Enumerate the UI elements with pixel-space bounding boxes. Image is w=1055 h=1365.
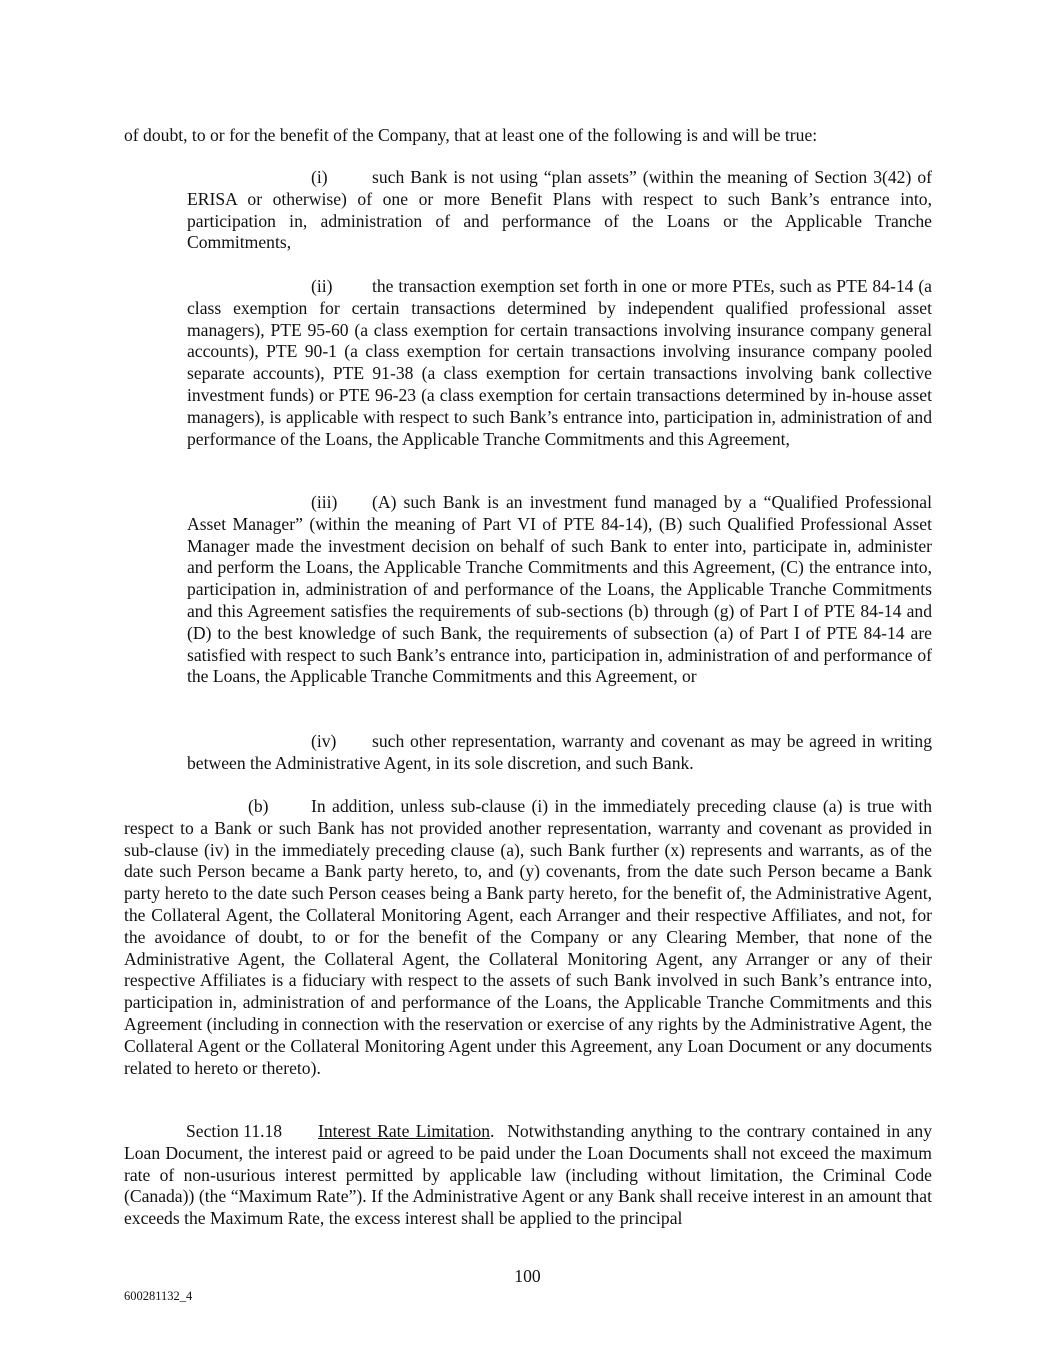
page-number: 100 [514,1266,541,1286]
clause-number: (ii) [311,276,333,296]
clause-text: such Bank is not using “plan assets” (within the meaning of Section 3(42) of ERISA or otherwise) of one or more Benefit Plans with respect to such Bank’s entrance into, participation in, administration of and performance of the Loans or the Applicable Tranche Commitments, [187,167,932,253]
document-id: 600281132_4 [124,1289,193,1303]
clause-b [124,796,932,1079]
clause-number: (b) [248,796,269,816]
clause-ii [187,276,932,450]
clause-iii [187,492,932,688]
section-text: Notwithstanding anything to the contrary contained in any Loan Document, the interest paid or agreed to be paid under the Loan Documents shall not exceed the maximum rate of non-usurious interest permitted by applicable law (including without limitation, the Criminal Code (Canada)) (the “Maximum Rate”). If the Administrative Agent or any Bank shall receive interest in an amount that exceeds the Maximum Rate, the excess interest shall be applied to the principal [124,1121,933,1229]
clause-number: (iii) [311,492,338,512]
clause-number: (i) [311,167,328,187]
clause-text: (A) such Bank is an investment fund managed by a “Qualified Professional Asset Manager” (within the meaning of Part VI of PTE 84-14), (B) such Qualified Professional Asset Manager made the investment decision on behalf of such Bank to enter into, participate in, administer and perform the Loans, the Applicable Tranche Commitments and this Agreement, (C) the entrance into, participation in, administration of and performance of the Loans, the Applicable Tranche Commitments and this Agreement satisfies the requirements of sub-sections (b) through (g) of Part I of PTE 84-14 and (D) to the best knowledge of such Bank, the requirements of subsection (a) of Part I of PTE 84-14 are satisfied with respect to such Bank’s entrance into, participation in, administration of and performance of the Loans, the Applicable Tranche Commitments and this Agreement, or [187,492,932,687]
clause-text: In addition, unless sub-clause (i) in the immediately preceding clause (a) is true with respect to a Bank or such Bank has not provided another representation, warranty and covenant as provided in sub-clause (iv) in the immediately preceding clause (a), such Bank further (x) represents and warrants, as of the date such Person became a Bank party hereto, to, and (y) covenants, from the date such Person became a Bank party hereto to the date such Person ceases being a Bank party hereto, for the benefit of, the Administrative Agent, the Collateral Agent, the Collateral Monitoring Agent, each Arranger and their respective Affiliates, and not, for the avoidance of doubt, to or for the benefit of the Company or any Clearing Member, that none of the Administrative Agent, the Collateral Agent, the Collateral Monitoring Agent, any Arranger or any of their respective Affiliates is a fiduciary with respect to the assets of such Bank involved in such Bank’s entrance into, participation in, administration of and performance of the Loans, the Applicable Tranche Commitments and this Agreement (including in connection with the reservation or exercise of any rights by the Administrative Agent, the Collateral Agent or the Collateral Monitoring Agent under this Agreement, any Loan Document or any documents related to hereto or thereto). [124,796,932,1078]
section-11-18 [124,1121,932,1230]
section-heading: Interest Rate Limitation [318,1121,491,1141]
section-label: Section 11.18 [186,1121,283,1141]
section-heading-punct: . [490,1121,495,1141]
clause-text: the transaction exemption set forth in one or more PTEs, such as PTE 84-14 (a class exemption for certain transactions determined by independent qualified professional asset managers), PTE 95-60 (a class exemption for certain transactions involving insurance company general accounts), PTE 90-1 (a class exemption for certain transactions involving insurance company pooled separate accounts), PTE 91-38 (a class exemption for certain transactions involving bank collective investment funds) or PTE 96-23 (a class exemption for certain transactions determined by in-house asset managers), is applicable with respect to such Bank’s entrance into, participation in, administration of and performance of the Loans, the Applicable Tranche Commitments and this Agreement, [187,276,932,449]
clause-iv [187,731,932,775]
intro-line: of doubt, to or for the benefit of the Company, that at least one of the following is and will be true: [124,125,818,145]
clause-text: such other representation, warranty and covenant as may be agreed in writing between the Administrative Agent, in its sole discretion, and such Bank. [187,731,932,773]
clause-number: (iv) [311,731,337,751]
clause-i [187,167,932,254]
